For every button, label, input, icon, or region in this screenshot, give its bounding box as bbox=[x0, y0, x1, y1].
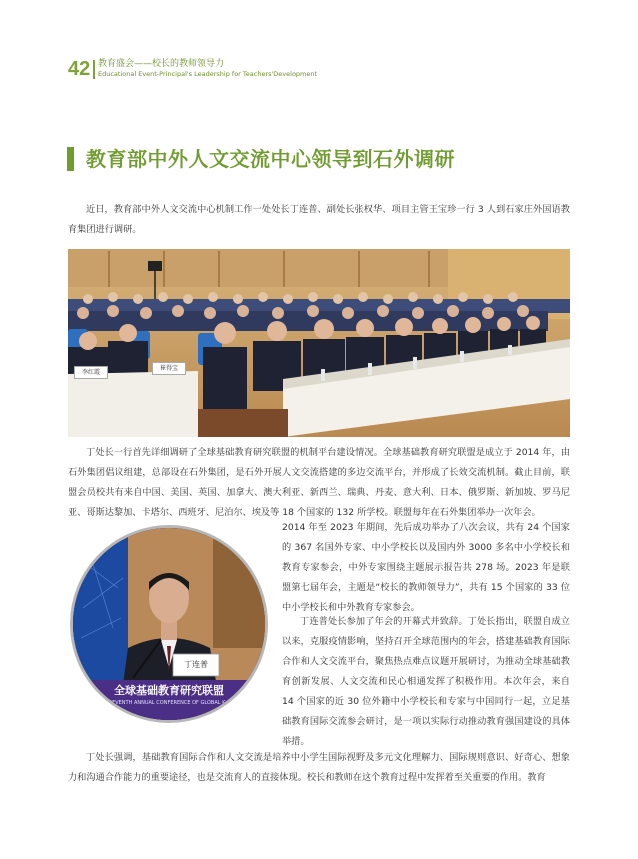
speaker-name-card: 丁连普 bbox=[184, 660, 208, 669]
paragraph-alliance: 丁处长一行首先详细调研了全球基础教育研究联盟的机制平台建设情况。全球基础教育研究联盟是成立于 2014 年，由石外集团倡议组建，总部设在石外集团，是石外开展人文交流搭建的多边交流平台，并形成了长效交流机制。截止目前，联盟会员校共有来自中国、美国、英国、加拿大、澳大利亚、新西兰、瑞典、丹麦、意大利、日本、俄罗斯、新加坡、罗马尼亚、哥斯达黎加、卡塔尔、西班牙、尼泊尔、埃及等 18 个国家的 132 所学校。联盟每年在石外集团举办一次年会。 bbox=[68, 447, 570, 518]
name-card-1: 李红霞 bbox=[74, 366, 108, 379]
conference-audience-photo bbox=[68, 249, 570, 437]
page-number: 42 bbox=[68, 58, 91, 80]
article-title: 教育部中外人文交流中心领导到石外调研 bbox=[86, 147, 455, 171]
title-accent-bar bbox=[67, 147, 74, 171]
paragraph-opening-speech: 丁连普处长参加了年会的开幕式并致辞。丁处长指出，联盟自成立以来，克服疫情影响，坚持召开全球范围内的年会，搭建基础教育国际合作和人文交流平台，聚焦热点难点议题开展研讨，为推动全球基础教育创新发展、人文交流和民心相通发挥了积极作用。本次年会，来自 14 个国家的近 30 位外籍中小学校长和专家与中国同行一起，立足基础教育国际交流参会研讨，是一项以实际行动推动教育强国建设的具体举措。 bbox=[282, 616, 570, 747]
header-divider bbox=[93, 60, 95, 79]
banner-title-cn: 全球基础教育研究联盟 bbox=[114, 684, 224, 697]
speaker-photo bbox=[70, 525, 268, 723]
audience-illustration bbox=[68, 249, 570, 437]
paragraph-intro: 近日，教育部中外人文交流中心机制工作一处处长丁连普、副处长张权华、项目主管王宝珍一行 3 人到石家庄外国语教育集团进行调研。 bbox=[68, 204, 570, 235]
banner-subtitle-en: SEVENTH ANNUAL CONFERENCE OF GLOBAL K-12 bbox=[108, 700, 234, 706]
section-title-en: Educational Event-Principal's Leadership for Teachers'Development bbox=[98, 70, 318, 78]
section-title-cn: 教育盛会——校长的教师领导力 bbox=[98, 59, 225, 69]
name-card-2: 崔得宝 bbox=[152, 362, 186, 375]
paragraph-emphasis: 丁处长强调，基础教育国际合作和人文交流是培养中小学生国际视野及多元文化理解力、国际规则意识、好奇心、想象力和沟通合作能力的重要途径，也是交流育人的直接体现。校长和教师在这个教育过程中发挥着至关重要的作用。教育 bbox=[68, 752, 570, 783]
paragraph-history: 2014 年至 2023 年期间，先后成功举办了八次会议，共有 24 个国家的 367 名国外专家、中小学校长以及国内外 3000 多名中小学校长和教育专家参会，中外专家围绕主题展示报告共 278 场。2023 年是联盟第七届年会，主题是“校长的教师领导力”，共有 15 个国家的 33 位中小学校长和中外教育专家参会。 bbox=[282, 522, 570, 613]
